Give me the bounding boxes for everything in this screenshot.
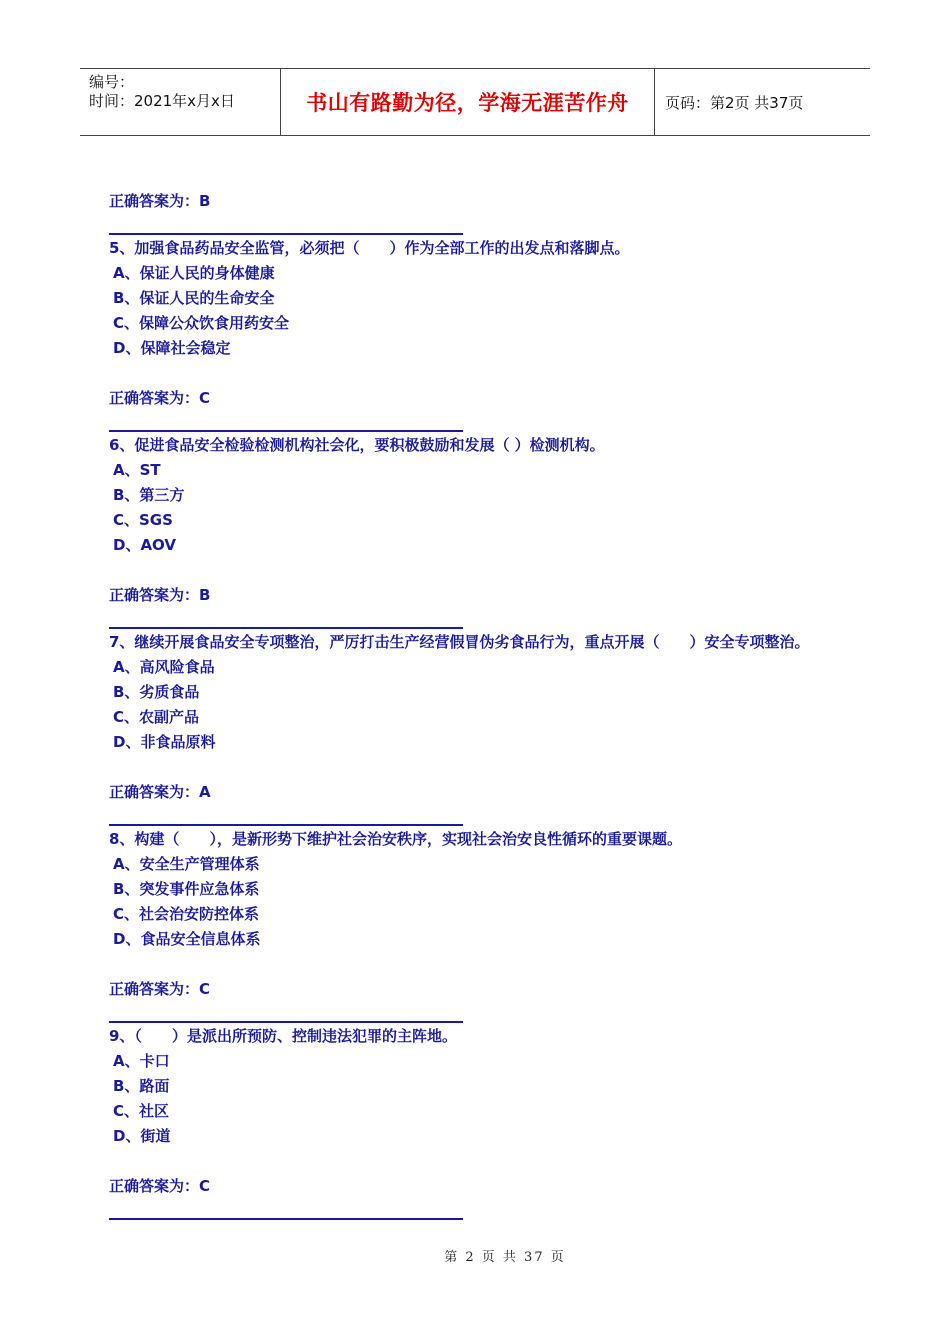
question-text: 5、加强食品药品安全监管，必须把（ ）作为全部工作的出发点和落脚点。 [109, 239, 630, 257]
answer-line: 正确答案为：C [109, 389, 211, 407]
separator [109, 1002, 869, 1024]
option-b: B、路面 [113, 1077, 170, 1095]
option-c: C、SGS [113, 511, 173, 529]
option-c: C、社会治安防控体系 [113, 905, 260, 923]
option-b: B、第三方 [113, 486, 185, 504]
question-text: 7、继续开展食品安全专项整治，严厉打击生产经营假冒伪劣食品行为，重点开展（ ）安全专项整治。 [109, 633, 810, 651]
separator [109, 805, 869, 827]
option-a: A、安全生产管理体系 [113, 855, 260, 873]
answer-line: 正确答案为：C [109, 1177, 211, 1195]
option-b: B、劣质食品 [113, 683, 200, 701]
answer-line: 正确答案为：C [109, 980, 211, 998]
option-c: C、农副产品 [113, 708, 200, 726]
question-text: 8、构建（ ），是新形势下维护社会治安秩序，实现社会治安良性循环的重要课题。 [109, 830, 682, 848]
answer-line: 正确答案为：B [109, 192, 211, 210]
time-line: 时间：2021年x月x日 [89, 92, 235, 110]
separator [109, 214, 869, 236]
separator [109, 1199, 869, 1221]
question-text: 9、（ ）是派出所预防、控制违法犯罪的主阵地。 [109, 1027, 457, 1045]
header-page-info: 页码：第2页 共37页 [665, 93, 804, 112]
option-b: B、保证人民的生命安全 [113, 289, 275, 307]
option-a: A、ST [113, 461, 161, 479]
option-d: D、非食品原料 [113, 733, 216, 751]
option-d: D、食品安全信息体系 [113, 930, 261, 948]
separator [109, 608, 869, 630]
answer-line: 正确答案为：B [109, 586, 211, 604]
separator [109, 411, 869, 433]
option-c: C、保障公众饮食用药安全 [113, 314, 290, 332]
option-d: D、街道 [113, 1127, 171, 1145]
option-a: A、高风险食品 [113, 658, 215, 676]
header-motto: 书山有路勤为径，学海无涯苦作舟 [281, 69, 655, 135]
question-list [109, 189, 869, 1221]
page-footer: 第 2 页 共 37 页 [444, 1250, 566, 1265]
answer-line: 正确答案为：A [109, 783, 211, 801]
question-text: 6、促进食品安全检验检测机构社会化，要积极鼓励和发展（ ）检测机构。 [109, 436, 605, 454]
option-d: D、保障社会稳定 [113, 339, 231, 357]
option-a: A、卡口 [113, 1052, 170, 1070]
option-c: C、社区 [113, 1102, 170, 1120]
option-b: B、突发事件应急体系 [113, 880, 260, 898]
header-meta [80, 69, 281, 135]
serial-label: 编号： [89, 73, 135, 91]
option-d: D、AOV [113, 536, 177, 554]
option-a: A、保证人民的身体健康 [113, 264, 275, 282]
page-header [80, 68, 870, 136]
